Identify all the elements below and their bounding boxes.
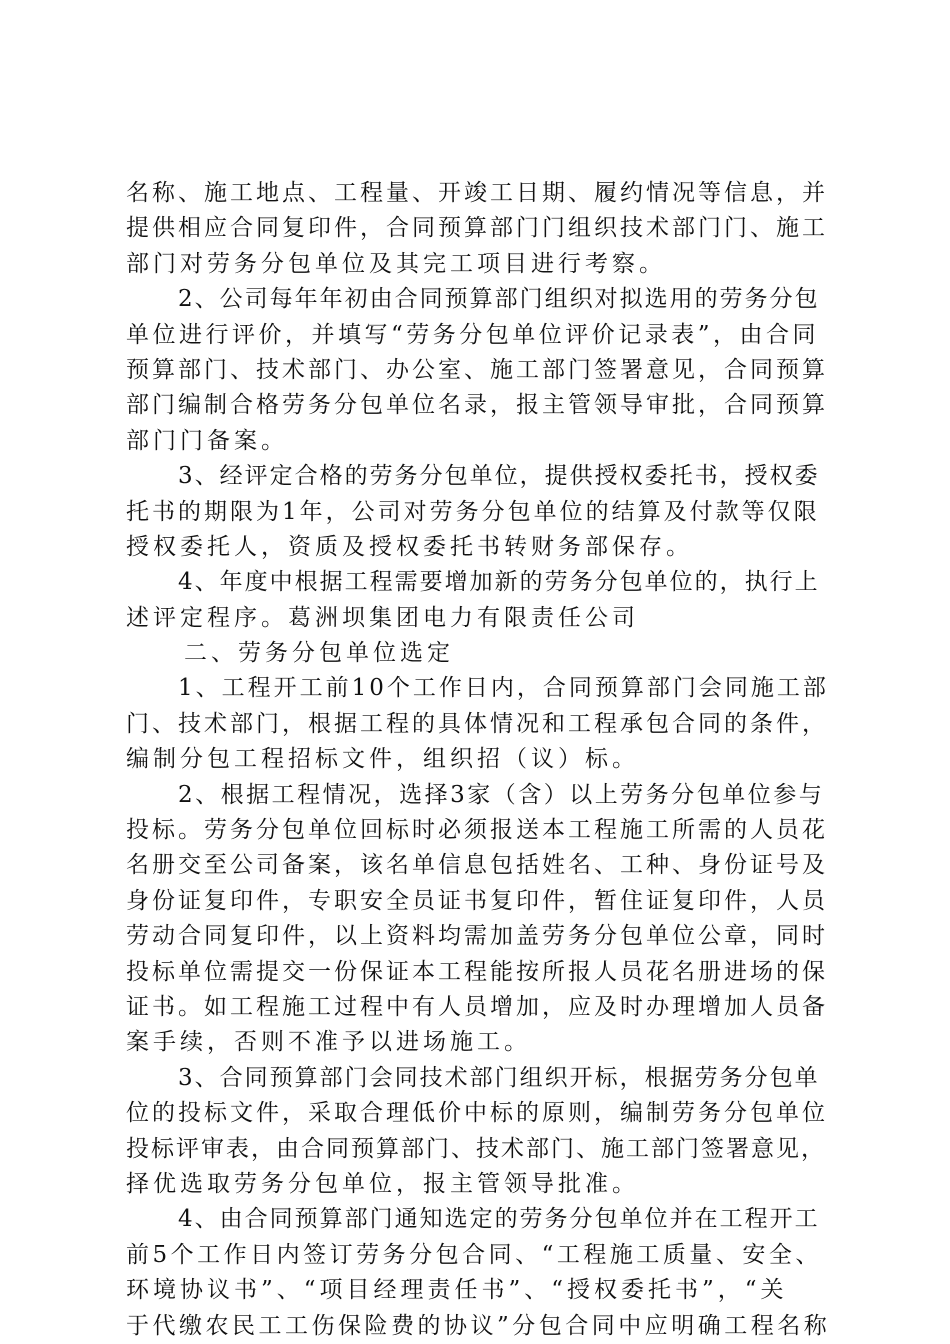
text-line: 2、公司每年年初由合同预算部门组织对拟选用的劳务分包 <box>178 286 820 313</box>
text-line: 投标。劳务分包单位回标时必须报送本工程施工所需的人员花 <box>126 817 828 844</box>
text-line: 部门门备案。 <box>126 427 288 454</box>
text-line: 证书。如工程施工过程中有人员增加，应及时办理增加人员备 <box>126 993 828 1020</box>
text-line: 前5个工作日内签订劳务分包合同、“工程施工质量、安全、 <box>126 1241 822 1268</box>
text-line: 择优选取劳务分包单位，报主管领导批准。 <box>126 1170 639 1197</box>
text-line: 述评定程序。葛洲坝集团电力有限责任公司 <box>126 604 639 631</box>
text-line: 名册交至公司备案，该名单信息包括姓名、工种、身份证号及 <box>126 852 828 879</box>
text-line: 预算部门、技术部门、办公室、施工部门签署意见，合同预算 <box>126 356 828 383</box>
text-line: 于代缴农民工工伤保险费的协议”分包合同中应明确工程名称 <box>126 1312 831 1339</box>
text-line: 托书的期限为1年，公司对劳务分包单位的结算及付款等仅限 <box>126 498 820 525</box>
text-line: 案手续，否则不准予以进场施工。 <box>126 1029 531 1056</box>
text-line: 3、合同预算部门会同技术部门组织开标，根据劳务分包单 <box>178 1064 820 1091</box>
text-line: 身份证复印件，专职安全员证书复印件，暂住证复印件，人员 <box>126 887 828 914</box>
text-line: 编制分包工程招标文件，组织招（议）标。 <box>126 746 639 773</box>
text-line: 2、根据工程情况，选择3家（含）以上劳务分包单位参与 <box>178 781 825 808</box>
text-line: 单位进行评价，并填写“劳务分包单位评价记录表”，由合同 <box>126 321 820 348</box>
text-line: 4、年度中根据工程需要增加新的劳务分包单位的，执行上 <box>178 569 820 596</box>
document-body <box>126 176 832 1344</box>
text-line: 投标评审表，由合同预算部门、技术部门、施工部门签署意见， <box>126 1135 826 1162</box>
text-line: 1、工程开工前10个工作日内，合同预算部门会同施工部 <box>178 675 829 702</box>
text-line: 部门对劳务分包单位及其完工项目进行考察。 <box>126 250 666 277</box>
text-line: 名称、施工地点、工程量、开竣工日期、履约情况等信息，并 <box>126 180 828 206</box>
text-line: 投标单位需提交一份保证本工程能按所报人员花名册进场的保 <box>126 958 828 985</box>
text-line: 位的投标文件，采取合理低价中标的原则，编制劳务分包单位 <box>126 1100 828 1127</box>
section-heading: 二、劳务分包单位选定 <box>184 640 454 667</box>
text-line: 劳动合同复印件，以上资料均需加盖劳务分包单位公章，同时 <box>126 923 828 950</box>
text-line: 4、由合同预算部门通知选定的劳务分包单位并在工程开工 <box>178 1206 820 1233</box>
text-line: 环境协议书”、“项目经理责任书”、“授权委托书”，“关 <box>126 1277 788 1304</box>
text-line: 授权委托人，资质及授权委托书转财务部保存。 <box>126 533 693 560</box>
text-line: 部门编制合格劳务分包单位名录，报主管领导审批，合同预算 <box>126 392 828 419</box>
text-line: 3、经评定合格的劳务分包单位，提供授权委托书，授权委 <box>178 463 820 490</box>
text-line: 提供相应合同复印件，合同预算部门门组织技术部门门、施工 <box>126 215 828 242</box>
text-line: 门、技术部门，根据工程的具体情况和工程承包合同的条件， <box>126 710 828 737</box>
